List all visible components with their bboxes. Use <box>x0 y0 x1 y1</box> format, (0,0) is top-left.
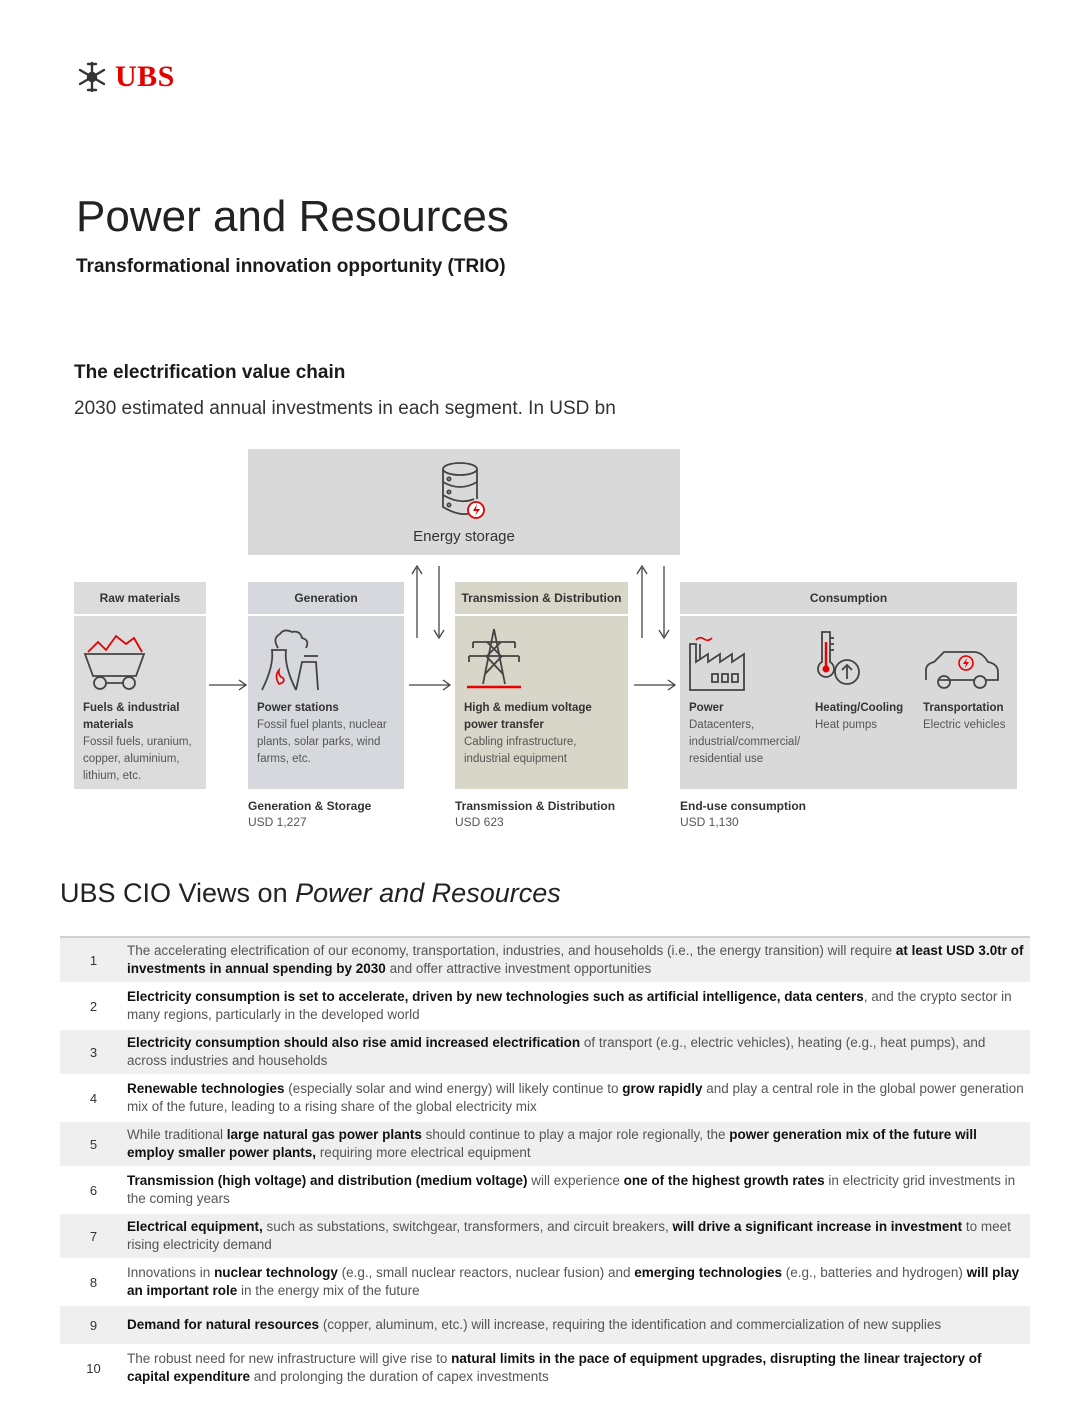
row-number: 6 <box>89 1182 98 1198</box>
row-text-bold: power generation mix of the future will employ smaller power plants, <box>127 1127 977 1160</box>
row-text-segment: should continue to play a major role regionally, the <box>421 1127 730 1142</box>
thermometer-icon <box>814 628 866 692</box>
caption-generation-value: USD 1,227 <box>248 815 307 829</box>
row-text-segment: (e.g., small nuclear reactors, nuclear fusion) and <box>337 1265 635 1280</box>
row-text-bold: large natural gas power plants <box>226 1127 422 1142</box>
row-text-segment: in electricity grid investments in the coming years <box>127 1173 1016 1206</box>
caption-consumption-title: End-use consumption <box>680 799 806 813</box>
row-text-segment: Innovations in <box>127 1265 215 1280</box>
energy-storage-box <box>248 449 680 555</box>
row-number: 5 <box>89 1136 98 1152</box>
row-text <box>127 1030 1030 1074</box>
row-text-bold: nuclear technology <box>214 1265 338 1280</box>
row-text <box>127 1312 947 1338</box>
row-text-bold: at least USD 3.0tr of investments in annual spending by 2030 <box>127 943 1024 976</box>
row-number: 7 <box>89 1228 98 1244</box>
battery-storage-icon <box>440 461 488 523</box>
caption-transmission-value: USD 623 <box>455 815 504 829</box>
flow-arrow-1 <box>207 678 249 692</box>
row-text-segment: and play a central role in the global power generation mix of the future, leading to a rising share of the global electricity mix <box>127 1081 1024 1114</box>
consumption-header: Consumption <box>680 582 1017 616</box>
views-title-prefix: UBS CIO Views on <box>60 878 296 908</box>
page-title: Power and Resources <box>76 192 509 241</box>
ubs-logo <box>75 60 175 94</box>
row-text-segment: in the energy mix of the future <box>237 1283 420 1298</box>
table-row <box>60 938 1030 984</box>
row-text-bold: will drive a significant increase in investment <box>672 1219 963 1234</box>
row-text-segment: to meet rising electricity demand <box>127 1219 1011 1252</box>
row-text <box>127 1260 1030 1304</box>
table-row <box>60 1346 1030 1392</box>
consumption-power-title: Power <box>689 702 724 714</box>
row-text <box>127 1214 1030 1258</box>
consumption-transport-title: Transportation <box>923 702 1004 714</box>
consumption-box <box>680 582 1017 789</box>
caption-transmission-title: Transmission & Distribution <box>455 799 616 813</box>
generation-box <box>248 582 404 789</box>
raw-materials-item-title: Fuels & industrial materials <box>83 702 180 731</box>
views-table <box>60 936 1030 1392</box>
views-title <box>60 878 561 909</box>
row-text <box>127 984 1030 1028</box>
table-row <box>60 1030 1030 1076</box>
caption-transmission <box>455 799 615 829</box>
row-text-segment: such as substations, switchgear, transformers, and circuit breakers, <box>262 1219 673 1234</box>
keys-icon <box>75 60 109 94</box>
row-text-segment: (e.g., batteries and hydrogen) <box>782 1265 967 1280</box>
caption-consumption <box>680 799 806 829</box>
row-text-segment: While traditional <box>127 1127 227 1142</box>
caption-consumption-value: USD 1,130 <box>680 815 739 829</box>
row-number: 1 <box>89 952 98 968</box>
row-text-bold: emerging technologies <box>634 1265 783 1280</box>
row-text-segment: The accelerating electrification of our economy, transportation, industries, and households (i.e., the energy transition) will require <box>127 943 896 958</box>
transmission-item-title: High & medium voltage power transfer <box>464 702 592 731</box>
brand-name: UBS <box>115 60 175 93</box>
row-text-bold: will play an important role <box>127 1265 1020 1298</box>
row-text-segment: The robust need for new infrastructure will give rise to <box>127 1351 452 1366</box>
row-text-segment: of transport (e.g., electric vehicles), heating (e.g., heat pumps), and across industries and households <box>127 1035 986 1068</box>
row-text-bold: Electrical equipment, <box>127 1219 263 1234</box>
row-text-bold: grow rapidly <box>622 1081 703 1096</box>
caption-generation <box>248 799 371 829</box>
table-row <box>60 1168 1030 1214</box>
row-text <box>127 938 1030 982</box>
flow-arrow-3 <box>632 678 678 692</box>
pylon-icon <box>461 626 527 692</box>
row-text <box>127 1168 1030 1212</box>
row-text-bold: Electricity consumption is set to accelerate, driven by new technologies such as artificial intelligence, data centers <box>127 989 864 1004</box>
row-number: 8 <box>89 1274 98 1290</box>
table-row <box>60 1076 1030 1122</box>
consumption-heating-title: Heating/Cooling <box>815 702 904 714</box>
row-text-bold: one of the highest growth rates <box>623 1173 825 1188</box>
row-text <box>127 1122 1030 1166</box>
raw-materials-box <box>74 582 206 789</box>
mine-cart-icon <box>82 626 148 692</box>
row-number: 3 <box>89 1044 98 1060</box>
row-text <box>127 1346 1030 1390</box>
row-text-bold: natural limits in the pace of equipment upgrades, disrupting the linear trajectory of capital expenditure <box>127 1351 982 1384</box>
value-chain-title: The electrification value chain <box>74 362 346 383</box>
flow-arrow-2 <box>407 678 453 692</box>
row-text-segment: , and the crypto sector in many regions, particularly in the developed world <box>127 989 1012 1022</box>
generation-item-title: Power stations <box>257 702 339 714</box>
value-chain-subtitle: 2030 estimated annual investments in each segment. In USD bn <box>74 398 616 419</box>
table-row <box>60 1306 1030 1346</box>
transmission-box <box>455 582 628 789</box>
table-row <box>60 1260 1030 1306</box>
raw-materials-header: Raw materials <box>74 582 206 616</box>
row-number: 9 <box>89 1317 98 1333</box>
power-station-icon <box>256 626 322 692</box>
row-text-bold: Electricity consumption should also rise amid increased electrification <box>127 1035 581 1050</box>
row-text-segment: (especially solar and wind energy) will likely continue to <box>284 1081 623 1096</box>
row-text-bold: Renewable technologies <box>127 1081 285 1096</box>
row-text-bold: Transmission (high voltage) and distribution (medium voltage) <box>127 1173 528 1188</box>
table-row <box>60 1214 1030 1260</box>
row-number: 10 <box>86 1360 101 1376</box>
row-text-segment: requiring more electrical equipment <box>316 1145 531 1160</box>
row-text-segment: and offer attractive investment opportunities <box>385 961 652 976</box>
views-title-emphasis: Power and Resources <box>295 878 561 908</box>
consumption-heating-desc: Heat pumps <box>815 719 878 731</box>
energy-storage-label: Energy storage <box>413 528 515 545</box>
storage-arrows-right <box>631 562 675 642</box>
row-text-segment: and prolonging the duration of capex investments <box>250 1369 549 1384</box>
row-number: 2 <box>89 998 98 1014</box>
consumption-power-desc: Datacenters, industrial/commercial/ residential use <box>689 719 801 765</box>
generation-header: Generation <box>248 582 404 616</box>
row-text-segment: (copper, aluminum, etc.) will increase, requiring the identification and commercialization of new supplies <box>319 1317 942 1332</box>
transmission-item-desc: Cabling infrastructure, industrial equipment <box>464 736 577 765</box>
storage-arrows-left <box>406 562 450 642</box>
electric-car-icon <box>922 648 1002 692</box>
transmission-header: Transmission & Distribution <box>455 582 628 616</box>
factory-icon <box>686 630 748 692</box>
page-subtitle: Transformational innovation opportunity (TRIO) <box>76 256 506 277</box>
raw-materials-item-desc: Fossil fuels, uranium, copper, aluminium, lithium, etc. <box>83 736 192 782</box>
row-text-bold: Demand for natural resources <box>127 1317 320 1332</box>
caption-generation-title: Generation & Storage <box>248 799 372 813</box>
row-number: 4 <box>89 1090 98 1106</box>
table-row <box>60 1122 1030 1168</box>
generation-item-desc: Fossil fuel plants, nuclear plants, solar parks, wind farms, etc. <box>257 719 387 765</box>
consumption-transport-desc: Electric vehicles <box>923 719 1006 731</box>
row-text-segment: will experience <box>527 1173 624 1188</box>
table-row <box>60 984 1030 1030</box>
row-text <box>127 1076 1030 1120</box>
